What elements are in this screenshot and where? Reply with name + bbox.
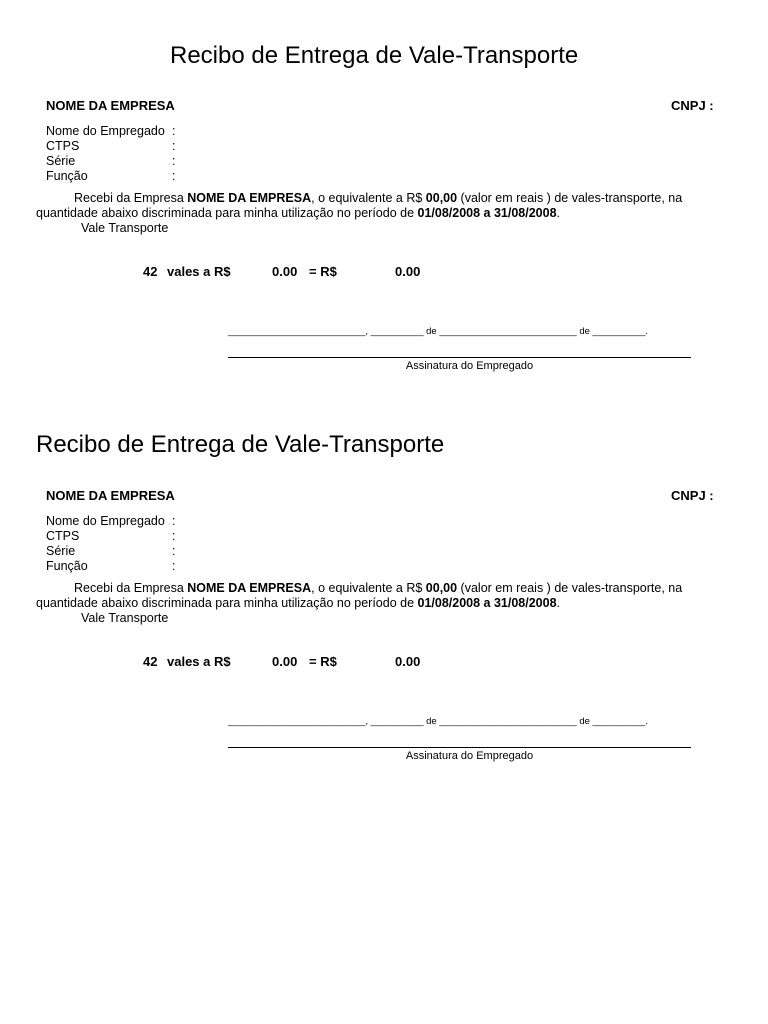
field-funcao xyxy=(46,559,176,574)
calc-vales-label: vales a R$ xyxy=(167,654,231,669)
cnpj-label: CNPJ : xyxy=(671,98,714,113)
paragraph-period: 01/08/2008 a 31/08/2008 xyxy=(417,596,557,610)
field-colon: : xyxy=(172,544,176,558)
calc-equals-label: = R$ xyxy=(309,264,337,279)
field-colon: : xyxy=(172,124,176,138)
calc-vales-label: vales a R$ xyxy=(167,264,231,279)
paragraph-line xyxy=(36,191,736,206)
field-employee-name xyxy=(46,514,176,529)
paragraph-company: NOME DA EMPRESA xyxy=(187,581,312,595)
field-employee-name xyxy=(46,124,176,139)
paragraph-amount: 00,00 xyxy=(425,191,458,205)
calc-unit-value: 0.00 xyxy=(272,264,298,279)
calc-equals-label: = R$ xyxy=(309,654,337,669)
date-place-line: __________________________, __________ de __________________________ de __________. xyxy=(228,716,649,727)
field-serie xyxy=(46,544,176,559)
calc-total: 0.00 xyxy=(395,654,421,669)
paragraph-line xyxy=(36,581,736,596)
paragraph-text: . xyxy=(556,596,561,610)
company-name: NOME DA EMPRESA xyxy=(46,98,175,113)
paragraph-amount: 00,00 xyxy=(425,581,458,595)
receipt-paragraph xyxy=(36,191,736,236)
field-colon: : xyxy=(172,559,176,573)
field-label: Série xyxy=(46,544,76,558)
receipt-title: Recibo de Entrega de Vale-Transporte xyxy=(36,431,445,458)
field-colon: : xyxy=(172,139,176,153)
signature-line xyxy=(228,357,691,358)
field-colon: : xyxy=(172,154,176,168)
paragraph-line xyxy=(36,596,736,611)
paragraph-company: NOME DA EMPRESA xyxy=(187,191,312,205)
receipt-1 xyxy=(0,40,768,410)
paragraph-period: 01/08/2008 a 31/08/2008 xyxy=(417,206,557,220)
field-label: Função xyxy=(46,169,88,183)
receipt-2 xyxy=(0,430,768,800)
receipt-title: Recibo de Entrega de Vale-Transporte xyxy=(170,42,579,69)
field-colon: : xyxy=(172,514,176,528)
vale-transporte-label: Vale Transporte xyxy=(81,221,169,235)
field-label: CTPS xyxy=(46,529,80,543)
field-label: Nome do Empregado xyxy=(46,124,165,138)
employee-fields xyxy=(46,124,176,184)
field-ctps xyxy=(46,139,176,154)
field-label: Nome do Empregado xyxy=(46,514,165,528)
paragraph-text: quantidade abaixo discriminada para minha utilização no período de xyxy=(36,596,418,610)
signature-line xyxy=(228,747,691,748)
calc-total: 0.00 xyxy=(395,264,421,279)
date-place-line: __________________________, __________ de __________________________ de __________. xyxy=(228,326,649,337)
calc-unit-value: 0.00 xyxy=(272,654,298,669)
signature-label: Assinatura do Empregado xyxy=(405,360,534,372)
paragraph-line xyxy=(36,206,736,221)
field-serie xyxy=(46,154,176,169)
field-funcao xyxy=(46,169,176,184)
paragraph-text: , o equivalente a R$ xyxy=(311,191,426,205)
paragraph-text: , o equivalente a R$ xyxy=(311,581,426,595)
field-colon: : xyxy=(172,169,176,183)
employee-fields xyxy=(46,514,176,574)
field-ctps xyxy=(46,529,176,544)
paragraph-text: . xyxy=(556,206,561,220)
paragraph-text: (valor em reais ) de vales-transporte, na xyxy=(457,581,683,595)
vale-transporte-label: Vale Transporte xyxy=(81,611,169,625)
calc-quantity: 42 xyxy=(143,264,158,279)
paragraph-text: quantidade abaixo discriminada para minha utilização no período de xyxy=(36,206,418,220)
signature-label: Assinatura do Empregado xyxy=(405,750,534,762)
cnpj-label: CNPJ : xyxy=(671,488,714,503)
field-label: CTPS xyxy=(46,139,80,153)
paragraph-text: Recebi da Empresa xyxy=(74,581,188,595)
calc-quantity: 42 xyxy=(143,654,158,669)
paragraph-text: (valor em reais ) de vales-transporte, na xyxy=(457,191,683,205)
field-label: Função xyxy=(46,559,88,573)
paragraph-text: Recebi da Empresa xyxy=(74,191,188,205)
company-name: NOME DA EMPRESA xyxy=(46,488,175,503)
field-colon: : xyxy=(172,529,176,543)
receipt-paragraph xyxy=(36,581,736,626)
field-label: Série xyxy=(46,154,76,168)
